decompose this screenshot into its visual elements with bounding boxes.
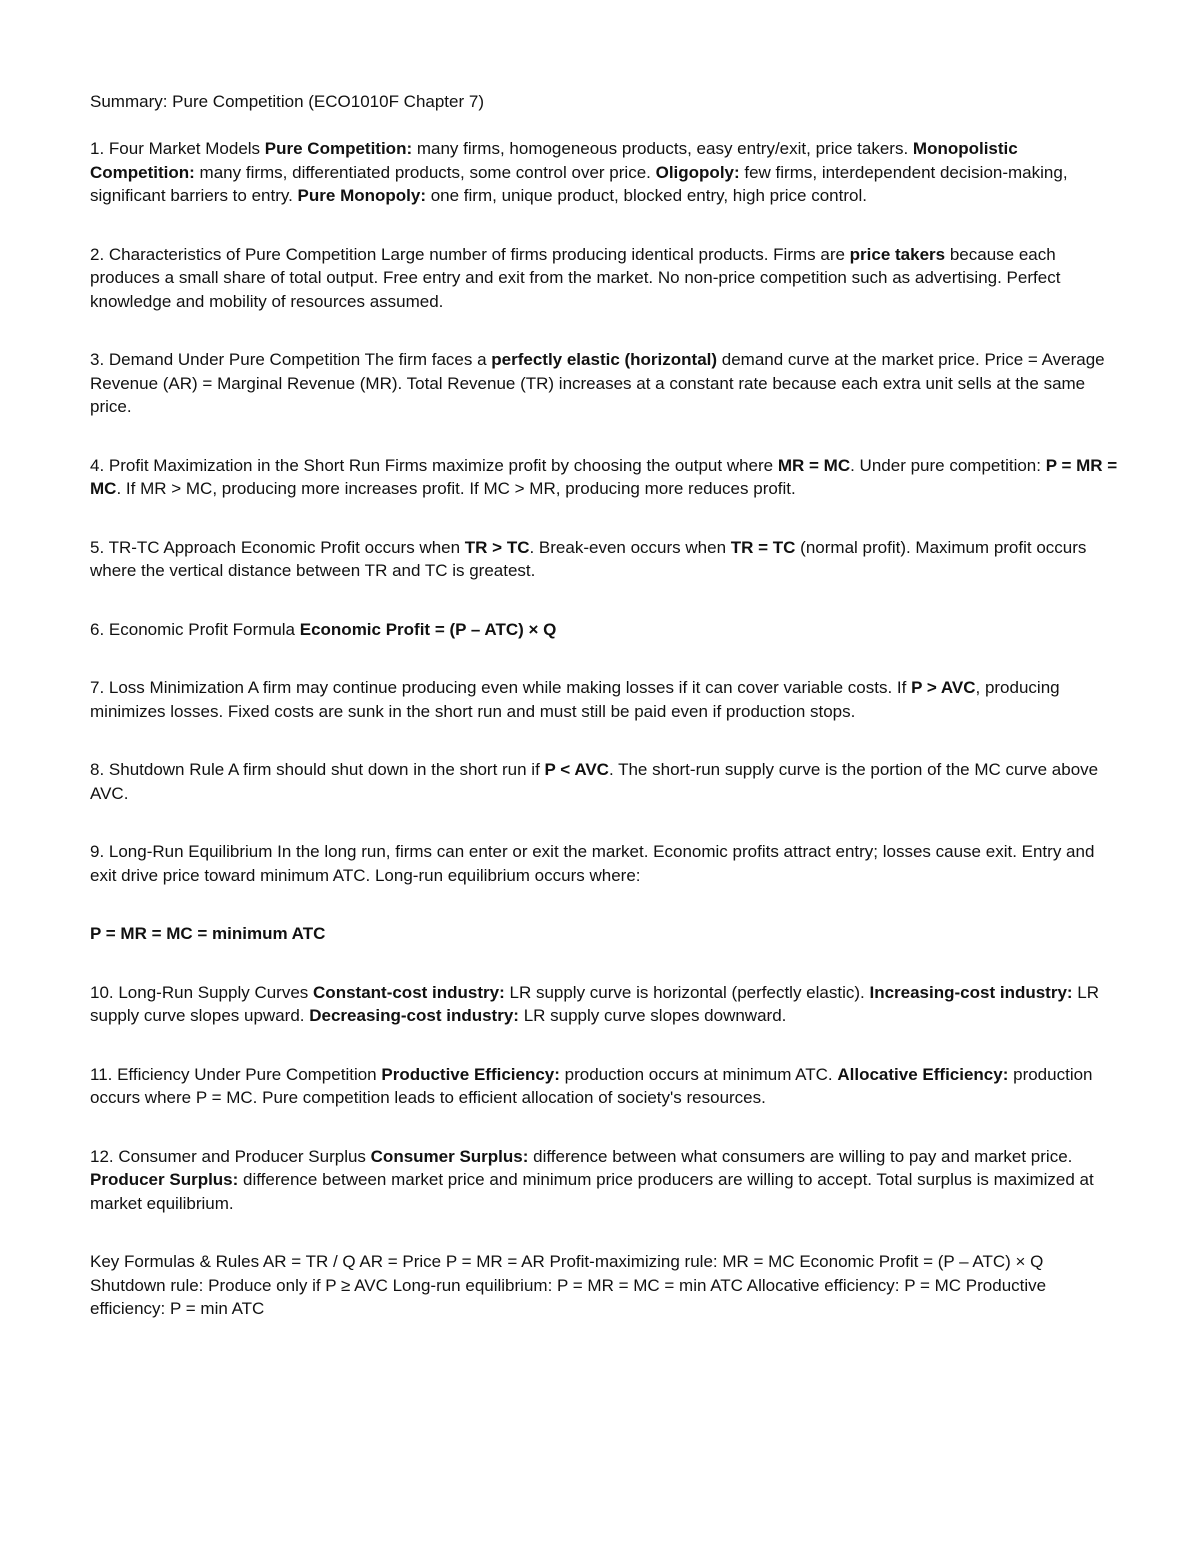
paragraph-p10 bbox=[90, 981, 1120, 1028]
paragraph-text: 8. Shutdown Rule A firm should shut down in the short run if bbox=[90, 760, 545, 779]
paragraph-text: 2. Characteristics of Pure Competition Large number of firms producing identical products. Firms are bbox=[90, 244, 850, 264]
bold-term: P < AVC bbox=[544, 760, 609, 779]
paragraph-text: difference between what consumers are willing to pay and market price. bbox=[528, 1146, 1073, 1166]
bold-term: P > AVC bbox=[911, 678, 976, 697]
paragraph-p5 bbox=[90, 536, 1120, 583]
bold-term: P = MR = MC = minimum ATC bbox=[90, 924, 326, 943]
paragraph-text: 7. Loss Minimization A firm may continue producing even while making losses if it can cover variable costs. If bbox=[90, 678, 912, 697]
bold-term: TR = TC bbox=[730, 537, 796, 557]
paragraph-p9b bbox=[90, 922, 1120, 946]
paragraph-p6 bbox=[90, 618, 1120, 642]
bold-term: perfectly elastic (horizontal) bbox=[491, 350, 718, 369]
paragraph-text: demand curve at the market price. Price = Average Revenue (AR) = Marginal Revenue (MR). Total Revenue (TR) increases at a constant rate because each extra unit sells at the same price. bbox=[90, 350, 1105, 416]
paragraph-p3 bbox=[90, 348, 1120, 419]
bold-term: Allocative Efficiency: bbox=[837, 1064, 1009, 1084]
bold-term: TR > TC bbox=[464, 537, 530, 557]
document-title: Summary: Pure Competition (ECO1010F Chapter 7) bbox=[90, 92, 484, 111]
paragraph-text: 11. Efficiency Under Pure Competition bbox=[90, 1064, 382, 1084]
paragraph-text: LR supply curve is horizontal (perfectly elastic). bbox=[504, 982, 870, 1002]
document-body bbox=[90, 137, 1120, 1321]
paragraph-p11 bbox=[90, 1063, 1120, 1110]
paragraph-text: few firms, interdependent decision-making, significant barriers to entry. bbox=[90, 162, 1068, 205]
paragraph-p1 bbox=[90, 137, 1120, 208]
bold-term: Consumer Surplus: bbox=[370, 1146, 529, 1166]
paragraph-text: . Under pure competition: bbox=[850, 455, 1046, 475]
paragraph-text: 9. Long-Run Equilibrium In the long run, firms can enter or exit the market. Economic profits attract entry; losses cause exit. Entry and exit drive price toward minimum ATC. Long-run equilibrium occurs where: bbox=[90, 842, 1095, 885]
paragraph-p13 bbox=[90, 1250, 1120, 1321]
paragraph-text: 5. TR-TC Approach Economic Profit occurs when bbox=[90, 537, 465, 557]
paragraph-text: 10. Long-Run Supply Curves bbox=[90, 982, 314, 1002]
paragraph-text: , producing minimizes losses. Fixed costs are sunk in the short run and must still be paid even if production stops. bbox=[90, 678, 1060, 721]
paragraph-text: . If MR > MC, producing more increases profit. If MC > MR, producing more reduces profit. bbox=[116, 479, 796, 498]
bold-term: Increasing-cost industry: bbox=[869, 982, 1073, 1002]
bold-term: Constant-cost industry: bbox=[313, 982, 505, 1002]
paragraph-text: many firms, homogeneous products, easy entry/exit, price takers. bbox=[412, 139, 913, 158]
paragraph-text: one firm, unique product, blocked entry, high price control. bbox=[426, 186, 867, 205]
bold-term: Pure Competition: bbox=[264, 139, 413, 158]
document-page bbox=[90, 90, 1120, 1356]
bold-term: Oligopoly: bbox=[655, 162, 740, 182]
bold-term: Productive Efficiency: bbox=[381, 1064, 560, 1084]
paragraph-p7 bbox=[90, 676, 1120, 723]
paragraph-text: 6. Economic Profit Formula bbox=[90, 619, 300, 639]
bold-term: Decreasing-cost industry: bbox=[309, 1006, 519, 1025]
bold-term: Producer Surplus: bbox=[90, 1170, 239, 1189]
paragraph-text: 3. Demand Under Pure Competition The firm faces a bbox=[90, 350, 492, 369]
paragraph-p8 bbox=[90, 758, 1120, 805]
paragraph-text: many firms, differentiated products, some control over price. bbox=[194, 162, 656, 182]
paragraph-text: production occurs where P = MC. Pure competition leads to efficient allocation of society's resources. bbox=[90, 1064, 1093, 1107]
paragraph-text: . Break-even occurs when bbox=[529, 537, 731, 557]
bold-term: Monopolistic Competition: bbox=[90, 139, 1018, 182]
paragraph-text: Key Formulas & Rules AR = TR / Q AR = Price P = MR = AR Profit-maximizing rule: MR = MC Economic Profit = (P – ATC) × Q Shutdown rule: Produce only if P ≥ AVC Long-run equilibrium: P = MR = MC = min ATC Allocative efficiency: P = MC Productive efficiency: P = min ATC bbox=[90, 1252, 1047, 1318]
paragraph-text: because each produces a small share of total output. Free entry and exit from the market. No non-price competition such as advertising. Perfect knowledge and mobility of resources assumed. bbox=[90, 244, 1061, 311]
paragraph-p9 bbox=[90, 840, 1120, 887]
bold-term: MR = MC bbox=[777, 455, 851, 475]
bold-term: P = MR = MC bbox=[90, 455, 1118, 498]
paragraph-text: . The short-run supply curve is the portion of the MC curve above AVC. bbox=[90, 760, 1099, 803]
paragraph-p4 bbox=[90, 454, 1120, 501]
bold-term: Pure Monopoly: bbox=[297, 186, 426, 205]
paragraph-text: LR supply curve slopes downward. bbox=[518, 1006, 787, 1025]
paragraph-text: (normal profit). Maximum profit occurs where the vertical distance between TR and TC is greatest. bbox=[90, 537, 1087, 580]
paragraph-p2 bbox=[90, 243, 1120, 314]
paragraph-p12 bbox=[90, 1145, 1120, 1216]
paragraph-text: LR supply curve slopes upward. bbox=[90, 982, 1100, 1025]
paragraph-text: 1. Four Market Models bbox=[90, 139, 265, 158]
paragraph-text: production occurs at minimum ATC. bbox=[559, 1064, 838, 1084]
paragraph-text: 4. Profit Maximization in the Short Run Firms maximize profit by choosing the output where bbox=[90, 455, 778, 475]
paragraph-text: difference between market price and minimum price producers are willing to accept. Total surplus is maximized at market equilibrium. bbox=[90, 1170, 1094, 1213]
bold-term: Economic Profit = (P – ATC) × Q bbox=[299, 619, 557, 639]
paragraph-text: 12. Consumer and Producer Surplus bbox=[90, 1146, 371, 1166]
bold-term: price takers bbox=[849, 244, 946, 264]
